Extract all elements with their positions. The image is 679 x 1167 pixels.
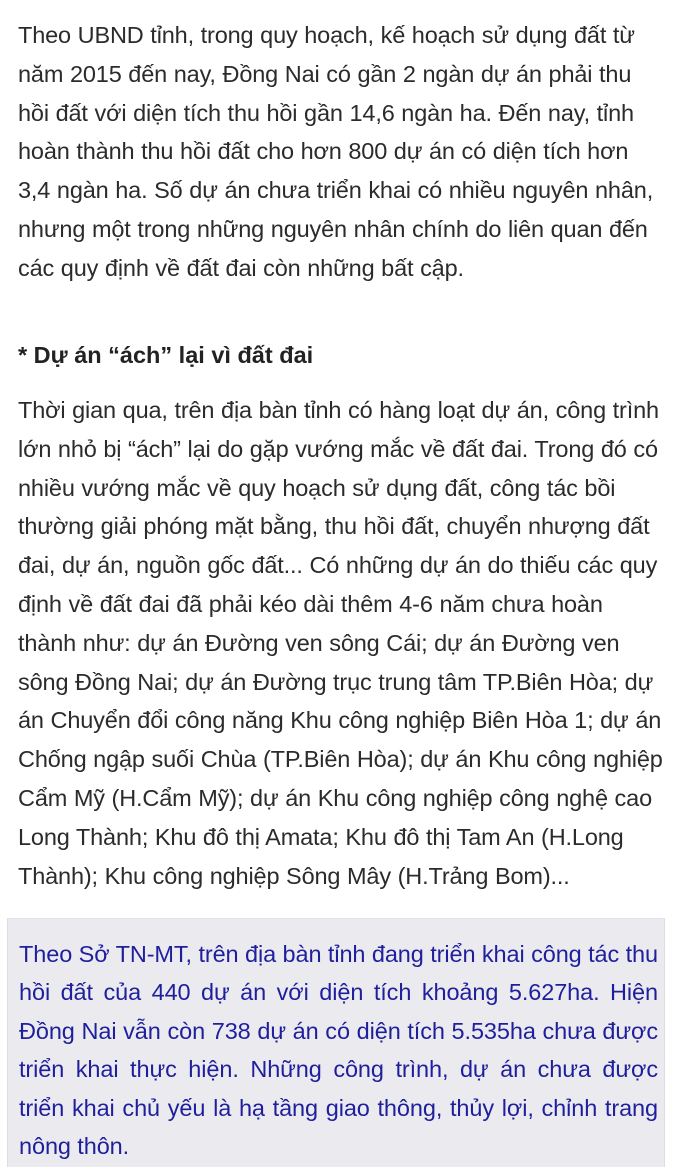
intro-paragraph: Theo UBND tỉnh, trong quy hoạch, kế hoạch sử dụng đất từ năm 2015 đến nay, Đồng Nai có gần 2 ngàn dự án phải thu hồi đất với diện tích thu hồi gần 14,6 ngàn ha. Đến nay, tỉnh hoàn thành thu hồi đất cho hơn 800 dự án có diện tích hơn 3,4 ngàn ha. Số dự án chưa triển khai có nhiều nguyên nhân, nhưng một trong những nguyên nhân chính do liên quan đến các quy định về đất đai còn những bất cập. bbox=[18, 22, 654, 281]
section-subheading: * Dự án “ách” lại vì đất đai bbox=[18, 342, 314, 368]
highlight-text: Theo Sở TN-MT, trên địa bàn tỉnh đang triển khai công tác thu hồi đất của 440 dự án với diện tích khoảng 5.627ha. Hiện Đồng Nai vẫn còn 738 dự án có diện tích 5.535ha chưa được triển khai thực hiện. Những công trình, dự án chưa được triển khai chủ yếu là hạ tầng giao thông, thủy lợi, chỉnh trang nông thôn. bbox=[19, 941, 658, 1160]
highlight-box bbox=[7, 918, 665, 1167]
body-paragraph: Thời gian qua, trên địa bàn tỉnh có hàng loạt dự án, công trình lớn nhỏ bị “ách” lại do gặp vướng mắc về đất đai. Trong đó có nhiều vướng mắc về quy hoạch sử dụng đất, công tác bồi thường giải phóng mặt bằng, thu hồi đất, chuyển nhượng đất đai, dự án, nguồn gốc đất... Có những dự án do thiếu các quy định về đất đai đã phải kéo dài thêm 4-6 năm chưa hoàn thành như: dự án Đường ven sông Cái; dự án Đường ven sông Đồng Nai; dự án Đường trục trung tâm TP.Biên Hòa; dự án Chuyển đổi công năng Khu công nghiệp Biên Hòa 1; dự án Chống ngập suối Chùa (TP.Biên Hòa); dự án Khu công nghiệp Cẩm Mỹ (H.Cẩm Mỹ); dự án Khu công nghiệp công nghệ cao Long Thành; Khu đô thị Amata; Khu đô thị Tam An (H.Long Thành); Khu công nghiệp Sông Mây (H.Trảng Bom)... bbox=[18, 397, 663, 889]
